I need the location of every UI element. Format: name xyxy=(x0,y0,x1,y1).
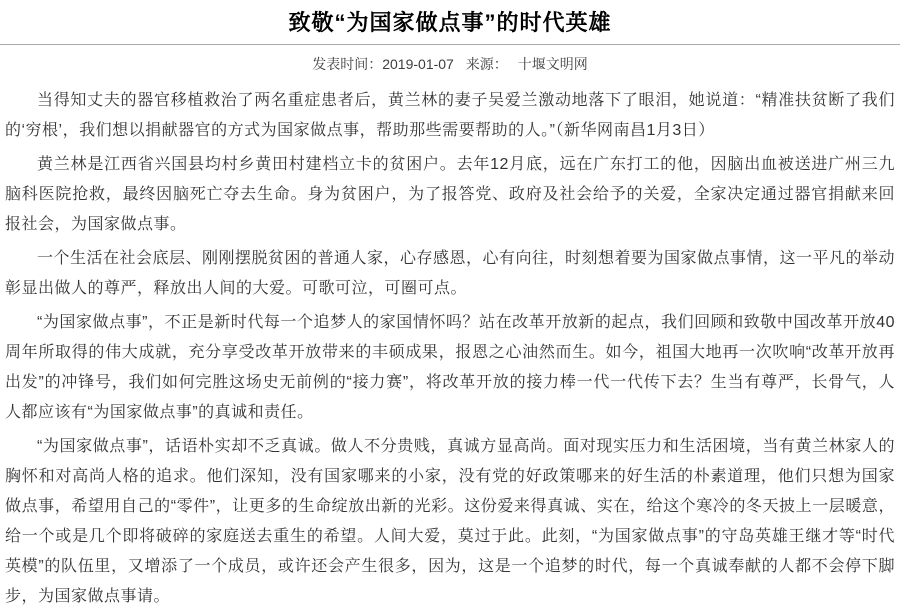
publish-time-value: 2019-01-07 xyxy=(382,56,454,72)
article-body xyxy=(0,80,900,612)
article-paragraph: 黄兰林是江西省兴国县均村乡黄田村建档立卡的贫困户。去年12月底，远在广东打工的他，因脑出血被送进广州三九脑科医院抢救，最终因脑死亡夺去生命。身为贫困户，为了报答党、政府及社会给予的关爱，全家决定通过器官捐献来回报社会，为国家做点事。 xyxy=(5,156,895,233)
article-paragraph: 一个生活在社会底层、刚刚摆脱贫困的普通人家，心存感恩，心有向往，时刻想着要为国家做点事情，这一平凡的举动彰显出做人的尊严，释放出人间的大爱。可歌可泣，可圈可点。 xyxy=(5,250,896,297)
publish-time-label: 发表时间： xyxy=(312,56,383,72)
source-value: 十堰文明网 xyxy=(517,56,588,72)
source-label: 来源： xyxy=(465,56,508,72)
article-paragraph: “为国家做点事”，话语朴实却不乏真诚。做人不分贵贱，真诚方显高尚。面对现实压力和生活困境，当有黄兰林家人的胸怀和对高尚人格的追求。他们深知，没有国家哪来的小家，没有党的好政策哪来的好生活的朴素道理，他们只想为国家做点事，希望用自己的“零件”，让更多的生命绽放出新的光彩。这份爱来得真诚、实在，给这个寒冷的冬天披上一层暖意，给一个或是几个即将破碎的家庭送去重生的希望。人间大爱，莫过于此。此刻，“为国家做点事”的守岛英雄王继才等“时代英模”的队伍里，又增添了一个成员，或许还会产生很多，因为，这是一个追梦的时代，每一个真诚奉献的人都不会停下脚步，为国家做点事请。 xyxy=(5,438,895,605)
page-title: 致敬“为国家做点事”的时代英雄 xyxy=(288,10,612,35)
article-paragraph: “为国家做点事”，不正是新时代每一个追梦人的家国情怀吗？站在改革开放新的起点，我们回顾和致敬中国改革开放40周年所取得的伟大成就，充分享受改革开放带来的丰硕成果，报恩之心油然而生。如今，祖国大地再一次吹响“改革开放再出发”的冲锋号，我们如何完胜这场史无前例的“接力赛”，将改革开放的接力棒一代一代传下去？生当有尊严，长骨气，人人都应该有“为国家做点事”的真诚和责任。 xyxy=(5,314,895,421)
article-paragraph: 当得知丈夫的器官移植救治了两名重症患者后，黄兰林的妻子吴爱兰激动地落下了眼泪，她说道：“精准扶贫断了我们的‘穷根’，我们想以捐献器官的方式为国家做点事，帮助那些需要帮助的人。”（新华网南昌1月3日） xyxy=(5,92,895,139)
article-meta xyxy=(0,45,900,80)
